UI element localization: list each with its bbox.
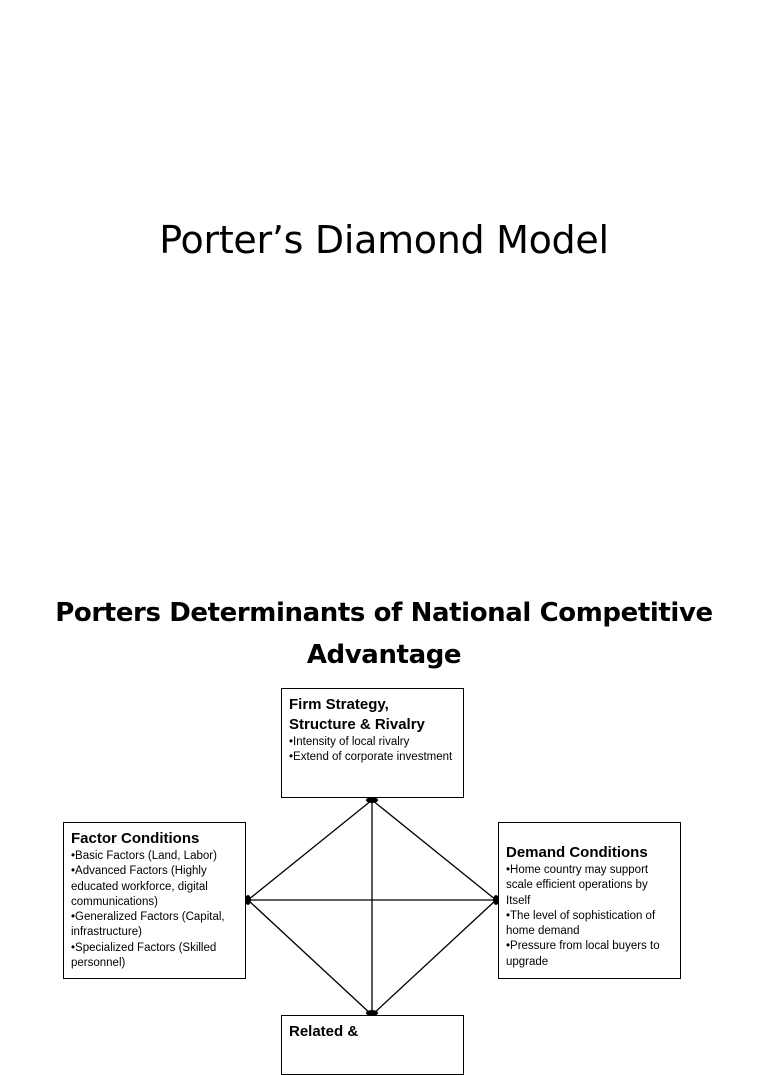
related-industries-box xyxy=(281,1015,464,1075)
list-item: • Home country may support scale efficient operations by Itself xyxy=(506,863,674,909)
list-item: • Advanced Factors (Highly educated workforce, digital communications) xyxy=(71,864,239,910)
list-item: • Intensity of local rivalry xyxy=(289,735,457,750)
demand-conditions-box xyxy=(498,822,681,979)
list-item: • Pressure from local buyers to upgrade xyxy=(506,939,674,970)
factor-conditions-box xyxy=(63,822,246,979)
connector-top-right xyxy=(372,800,496,900)
connector-left-bottom xyxy=(248,900,372,1015)
slide-title: Porter’s Diamond Model xyxy=(159,218,609,262)
diagram-title: Porters Determinants of National Competitive Advantage xyxy=(55,598,713,670)
connector-right-bottom xyxy=(372,900,496,1015)
list-item: • Basic Factors (Land, Labor) xyxy=(71,849,239,864)
factor-conditions-title: Factor Conditions xyxy=(71,830,200,847)
related-industries-title: Related & xyxy=(289,1023,359,1040)
list-item: • Generalized Factors (Capital, infrastructure) xyxy=(71,910,239,941)
firm-strategy-box xyxy=(281,688,464,798)
list-item: • The level of sophistication of home demand xyxy=(506,909,674,940)
demand-conditions-title: Demand Conditions xyxy=(506,844,648,861)
firm-strategy-title: Firm Strategy, Structure & Rivalry xyxy=(289,696,425,733)
list-item: • Extend of corporate investment xyxy=(289,750,457,765)
connector-top-left xyxy=(248,800,372,900)
diagram-slide xyxy=(0,560,768,1040)
list-item: • Specialized Factors (Skilled personnel) xyxy=(71,941,239,972)
